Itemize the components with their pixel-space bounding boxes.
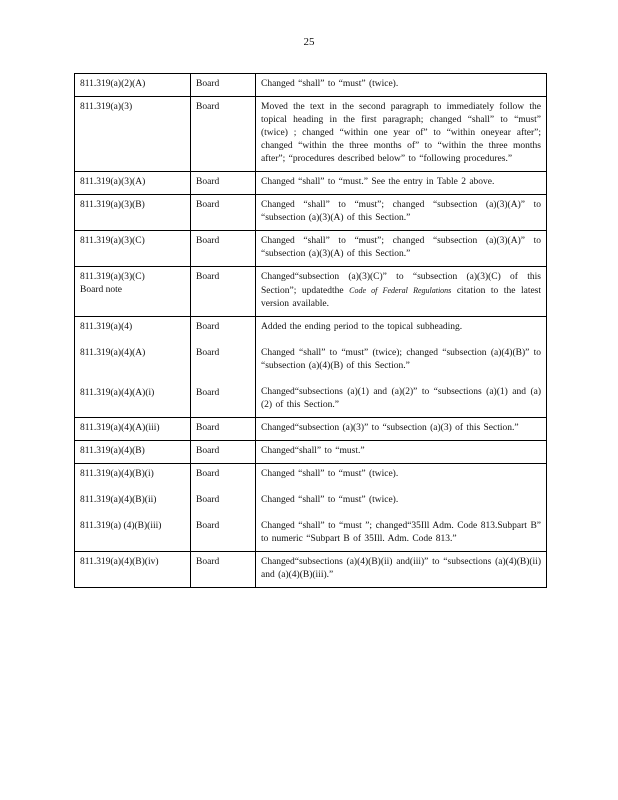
source-label: Board — [196, 446, 220, 456]
change-description: Changed “shall” to “must ”; changed“35Ill Adm. Code 813.Subpart B” to numeric “Subpart B of 35Ill. Adm. Code 813.” — [261, 521, 541, 544]
description-cell — [256, 97, 547, 172]
description-cell — [256, 418, 547, 441]
table-row — [75, 74, 547, 97]
description-cell — [256, 74, 547, 97]
section-note: Board note — [80, 285, 122, 295]
table-row — [75, 317, 547, 418]
description-text: Changed“subsection (a)(3)(C)” to “subsection (a)(3)(C) of this Section”; updatedthe — [261, 272, 541, 296]
source-cell — [191, 195, 256, 231]
section-ref: 811.319(a)(4)(B)(ii) — [80, 495, 157, 505]
source-cell — [191, 172, 256, 195]
change-description: Changed“shall” to “must.” — [261, 446, 365, 456]
source-label: Board — [196, 388, 220, 398]
section-ref: 811.319(a)(4)(A) — [80, 348, 146, 358]
description-cell — [256, 231, 547, 267]
section-cell — [75, 97, 191, 172]
source-cell — [191, 418, 256, 441]
change-description: Changed “shall” to “must”; changed “subsection (a)(3)(A)” to “subsection (a)(3)(A) of this Section.” — [261, 200, 541, 223]
source-label: Board — [196, 272, 220, 282]
section-cell — [75, 267, 191, 317]
section-cell — [75, 74, 191, 97]
description-cell — [256, 267, 547, 317]
description-cell — [256, 464, 547, 552]
section-cell — [75, 231, 191, 267]
section-ref: 811.319(a)(3)(C) — [80, 236, 145, 246]
source-label: Board — [196, 322, 220, 332]
section-ref: 811.319(a)(3)(B) — [80, 200, 145, 210]
source-label: Board — [196, 200, 220, 210]
source-label: Board — [196, 177, 220, 187]
change-description: Changed “shall” to “must”; changed “subsection (a)(3)(A)” to “subsection (a)(3)(A) of this Section.” — [261, 236, 541, 259]
description-cell — [256, 317, 547, 418]
source-cell — [191, 464, 256, 552]
change-description: Changed “shall” to “must” (twice); changed “subsection (a)(4)(B)” to “subsection (a)(4)(B) of this Section.” — [261, 348, 541, 371]
section-ref: 811.319(a)(4)(B) — [80, 446, 145, 456]
section-ref: 811.319(a)(3) — [80, 102, 133, 112]
change-description: Changed“subsections (a)(4)(B)(ii) and(iii)” to “subsections (a)(4)(B)(ii) and (a)(4)(B)(iii).” — [261, 557, 541, 580]
description-cell — [256, 172, 547, 195]
source-label: Board — [196, 469, 220, 479]
source-label: Board — [196, 495, 220, 505]
section-cell — [75, 172, 191, 195]
change-description: Changed “shall” to “must.” See the entry in Table 2 above. — [261, 177, 495, 187]
table-row — [75, 418, 547, 441]
table-row — [75, 464, 547, 552]
source-cell — [191, 441, 256, 464]
section-cell — [75, 552, 191, 588]
change-description: Changed“subsection (a)(3)” to “subsection (a)(3) of this Section.” — [261, 423, 519, 433]
section-ref: 811.319(a)(3)(C) — [80, 272, 145, 282]
change-description: Changed “shall” to “must” (twice). — [261, 79, 399, 89]
table-row — [75, 552, 547, 588]
description-cell — [256, 552, 547, 588]
section-ref: 811.319(a)(4)(B)(iv) — [80, 557, 159, 567]
source-label: Board — [196, 557, 220, 567]
table-row — [75, 172, 547, 195]
cfr-title-text: Code of Federal Regulations — [349, 286, 452, 295]
section-ref: 811.319(a)(4)(A)(i) — [80, 388, 155, 398]
source-cell — [191, 97, 256, 172]
source-label: Board — [196, 79, 220, 89]
source-label: Board — [196, 102, 220, 112]
change-description: Added the ending period to the topical subheading. — [261, 322, 463, 332]
source-label: Board — [196, 236, 220, 246]
description-cell — [256, 195, 547, 231]
source-cell — [191, 231, 256, 267]
section-cell — [75, 464, 191, 552]
section-ref: 811.319(a)(3)(A) — [80, 177, 146, 187]
amendments-table — [74, 73, 547, 588]
table-row — [75, 267, 547, 317]
section-ref: 811.319(a)(2)(A) — [80, 79, 146, 89]
description-text: citation to the latest version available. — [261, 286, 542, 309]
page-number: 25 — [303, 36, 315, 48]
source-label: Board — [196, 348, 220, 358]
section-ref: 811.319(a)(4)(A)(iii) — [80, 423, 160, 433]
source-cell — [191, 317, 256, 418]
source-cell — [191, 552, 256, 588]
change-description: Changed“subsections (a)(1) and (a)(2)” to “subsections (a)(1) and (a)(2) of this Section.” — [261, 387, 541, 410]
section-cell — [75, 317, 191, 418]
section-ref: 811.319(a)(4) — [80, 322, 133, 332]
change-description: Changed “shall” to “must” (twice). — [261, 495, 399, 505]
section-ref: 811.319(a) (4)(B)(iii) — [80, 521, 162, 531]
section-ref: 811.319(a)(4)(B)(i) — [80, 469, 154, 479]
section-cell — [75, 195, 191, 231]
source-label: Board — [196, 521, 220, 531]
change-description — [261, 271, 541, 311]
table-row — [75, 441, 547, 464]
section-cell — [75, 418, 191, 441]
table-row — [75, 231, 547, 267]
change-description: Moved the text in the second paragraph to immediately follow the topical heading in the first paragraph; changed “shall” to “must” (twice) ; changed “within one year of” to “within oneyear after”; changed “within the three months of” to “within the three months after”; “procedures described below” to “following procedures.” — [261, 102, 541, 164]
source-cell — [191, 267, 256, 317]
source-cell — [191, 74, 256, 97]
change-description: Changed “shall” to “must” (twice). — [261, 469, 399, 479]
source-label: Board — [196, 423, 220, 433]
table-row — [75, 97, 547, 172]
section-cell — [75, 441, 191, 464]
description-cell — [256, 441, 547, 464]
table-row — [75, 195, 547, 231]
